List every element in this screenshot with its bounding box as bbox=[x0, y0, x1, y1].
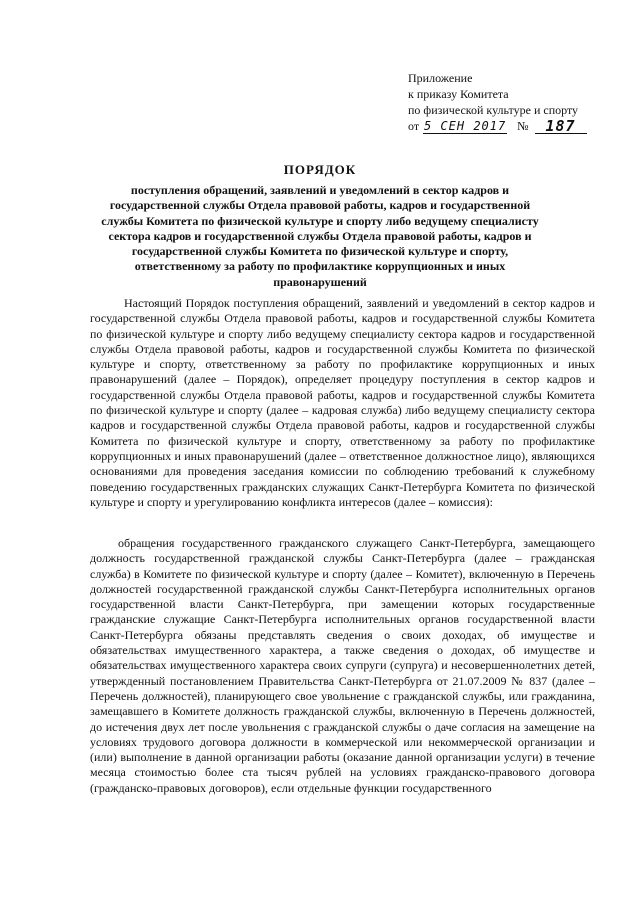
document-subtitle: поступления обращений, заявлений и уведомлений в сектор кадров и государственной службы Отдела правовой работы, кадров и государственной службы Комитета по физической культуре и спорту либо ведущему специалисту сектора кадров и государственной службы Отдела правовой работы, кадров и государственной службы Комитета по физической культуре и спорту, ответственному за работу по профилактике коррупционных и иных правонарушений bbox=[101, 183, 539, 289]
document-title: ПОРЯДОК bbox=[283, 162, 357, 177]
annex-date-line bbox=[408, 118, 587, 134]
annex-committee: по физической культуре и спорту bbox=[408, 103, 579, 117]
paragraph-appeal: обращения государственного гражданского служащего Санкт-Петербурга, замещающего должность государственной гражданской службы Санкт-Петербурга (далее – гражданская служба) в Комитете по физической культуре и спорту (далее – Комитет), включенную в Перечень должностей государственной гражданской службы Санкт-Петербурга исполнительных органов государственной власти Санкт-Петербурга, при замещении которых государственные гражданские служащие Санкт-Петербурга исполнительных органов государственной власти Санкт-Петербурга обязаны представлять сведения о своих доходах, об имуществе и обязательствах имущественного характера, а также сведения о доходах, об имуществе и обязательствах имущественного характера своих супруги (супруга) и несовершеннолетних детей, утвержденный постановлением Правительства Санкт-Петербурга от 21.07.2009 № 837 (далее – Перечень должностей), планирующего свое увольнение с гражданской службы, или гражданина, замещавшего в Комитете должность гражданской службы, включенную в Перечень должностей, до истечения двух лет после увольнения с гражданской службы о даче согласия на замещение на условиях трудового договора должности в коммерческой или некоммерческой организации и (или) выполнение в данной организации работы (оказание данной организации услуги) в течение месяца стоимостью более ста тысяч рублей на условиях гражданско-правового договора (гражданско-правовых договоров), если отдельные функции государственного bbox=[90, 536, 595, 795]
handwritten-date: 5 СЕН 2017 bbox=[423, 119, 507, 133]
handwritten-number: 187 bbox=[535, 119, 587, 134]
annex-label: Приложение bbox=[408, 71, 473, 85]
paragraph-intro: Настоящий Порядок поступления обращений, заявлений и уведомлений в сектор кадров и государственной службы Отдела правовой работы, кадров и государственной службы Комитета по физической культуре и спорту либо ведущему специалисту сектора кадров и государственной службы Отдела правовой работы, кадров и государственной службы Комитета по физической культуре и спорту, ответственному за работу по профилактике коррупционных и иных правонарушений (далее – Порядок), определяет процедуру поступления в сектор кадров и государственной службы Отдела правовой работы, кадров и государственной службы Комитета по физической культуре и спорту (далее – кадровая служба) либо ведущему специалисту сектора кадров и государственной службы Отдела правовой работы, кадров и государственной службы Комитета по физической культуре и спорту, ответственному за работу по профилактике коррупционных и иных правонарушений (далее – ответственное должностное лицо), являющихся основаниями для проведения заседания комиссии по соблюдению требований к служебному поведению государственных гражданских служащих Санкт-Петербурга Комитета по физической культуре и спорту и урегулированию конфликта интересов (далее – комиссия): bbox=[90, 296, 595, 509]
date-from-label: от bbox=[408, 119, 420, 133]
annex-order-ref: к приказу Комитета bbox=[408, 87, 509, 101]
number-label: № bbox=[517, 119, 529, 133]
annex-header bbox=[408, 70, 587, 134]
